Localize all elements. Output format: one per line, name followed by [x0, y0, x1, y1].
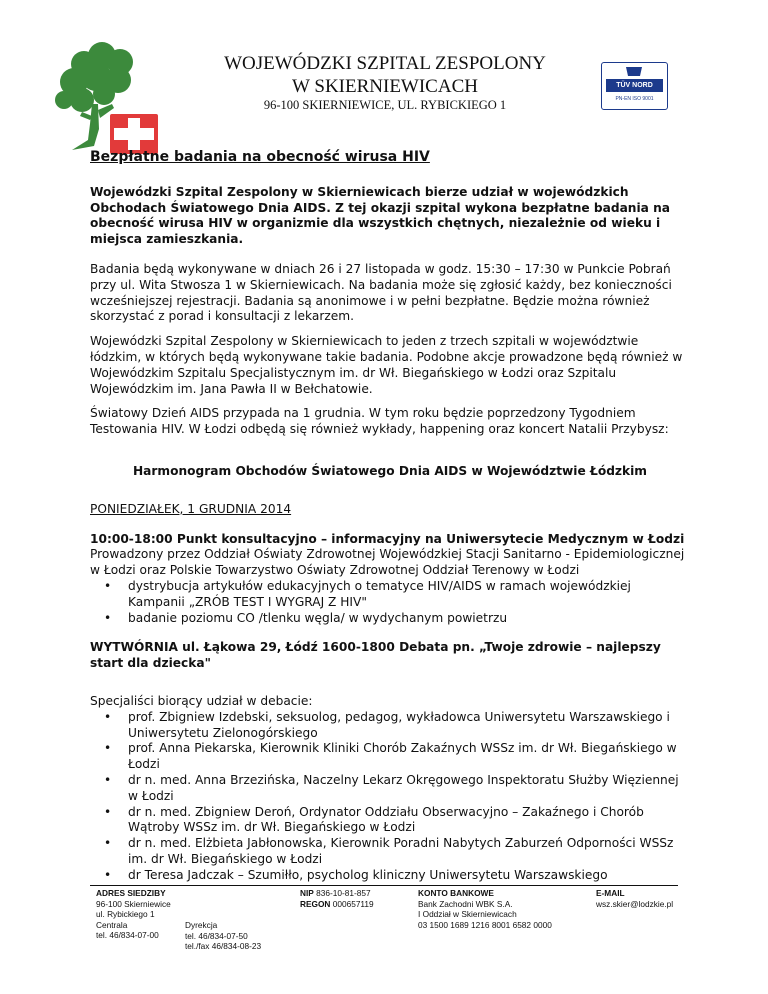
list-item: • prof. Zbigniew Izdebski, seksuolog, pedagog, wykładowca Uniwersytetu Warszawskiego i Uniwersytetu Zielonogórskiego — [104, 709, 670, 740]
email-link[interactable]: wsz.skier@lodzkie.pl — [596, 898, 674, 909]
bullet-icon: • — [104, 867, 112, 882]
hospital-name-line1: WOJEWÓDZKI SZPITAL ZESPOLONY — [224, 53, 546, 74]
footer-seat-label: ADRES SIEDZIBY — [96, 888, 166, 898]
article — [90, 150, 690, 883]
list-item: • dr Teresa Jadczak – Szumiłło, psycholog kliniczny Uniwersytetu Warszawskiego — [104, 867, 608, 882]
footer-bank-label: KONTO BANKOWE — [418, 888, 494, 898]
footer-seat: ADRES SIEDZIBY 96-100 Skierniewice ul. Rybickiego 1 Centrala tel. 46/834-07-00 — [96, 888, 171, 941]
bullet-icon: • — [104, 772, 112, 787]
footer-divider — [90, 885, 678, 886]
experts-list — [90, 710, 690, 884]
experts-intro: Specjaliści biorący udział w debacie: — [90, 693, 313, 708]
event-1-list — [90, 579, 690, 626]
schedule-day: PONIEDZIAŁEK, 1 GRUDNIA 2014 — [90, 501, 292, 516]
event-1-description: Prowadzony przez Oddział Oświaty Zdrowotnej Wojewódzkiej Stacji Sanitarno - Epidemiologicznej w Łodzi oraz Polskie Towarzystwo Oświaty Zdrowotnej Oddział Terenowy w Łodzi — [90, 547, 685, 578]
bullet-icon: • — [104, 610, 112, 625]
list-item: • dr n. med. Zbigniew Deroń, Ordynator Oddziału Obserwacyjno – Zakaźnego i Chorób Wątroby WSSz im. dr Wł. Biegańskiego w Łodzi — [104, 804, 644, 835]
tuv-nord-certificate-icon — [601, 62, 668, 110]
tree-with-red-cross-icon — [52, 34, 162, 158]
certificate-standard: PN-EN ISO 9001 — [615, 96, 654, 102]
certificate-brand: TÜV NORD — [606, 79, 663, 92]
bullet-icon: • — [104, 741, 112, 756]
footer-directorate: Dyrekcja tel. 46/834-07-50 tel./fax 46/834-08-23 — [185, 920, 262, 952]
bullet-icon: • — [104, 578, 112, 593]
article-lead: Wojewódzki Szpital Zespolony w Skierniewicach bierze udział w wojewódzkich Obchodach Światowego Dnia AIDS. Z tej okazji szpital wykona bezpłatne badania na obecność wirusa HIV w organizmie dla wszystkich chętnych, niezależnie od wieku i miejsca zamieszkania. — [90, 184, 671, 247]
event-2-title: WYTWÓRNIA ul. Łąkowa 29, Łódź 1600-1800 Debata pn. „Twoje zdrowie – najlepszy start dla dziecka" — [90, 640, 661, 671]
event-1-title: 10:00-18:00 Punkt konsultacyjno – informacyjny na Uniwersytecie Medycznym w Łodzi — [90, 531, 685, 546]
list-item: • prof. Anna Piekarska, Kierownik Kliniki Chorób Zakaźnych WSSz im. dr Wł. Biegańskiego w Łodzi — [104, 741, 677, 772]
tuv-shield-icon — [624, 66, 644, 77]
bullet-icon: • — [104, 836, 112, 851]
paragraph-aids-day: Światowy Dzień AIDS przypada na 1 grudnia. W tym roku będzie poprzedzony Tygodniem Testowania HIV. W Łodzi odbędą się również wykłady, happening oraz koncert Natalii Przybysz: — [90, 406, 669, 437]
list-item: • dr n. med. Elżbieta Jabłonowska, Kierownik Poradni Nabytych Zaburzeń Odporności WSSz im. dr Wł. Biegańskiego w Łodzi — [104, 836, 674, 866]
bullet-icon: • — [104, 709, 112, 724]
list-item: • dr n. med. Anna Brzezińska, Naczelny Lekarz Okręgowego Inspektoratu Służby Więziennej w Łodzi — [104, 772, 679, 803]
schedule-title: Harmonogram Obchodów Światowego Dnia AIDS w Województwie Łódzkim — [132, 463, 647, 478]
hospital-address: 96-100 SKIERNIEWICE, UL. RYBICKIEGO 1 — [263, 98, 507, 112]
paragraph-dates: Badania będą wykonywane w dniach 26 i 27 listopada w godz. 15:30 – 17:30 w Punkcie Pobrań przy ul. Wita Stwosza 1 w Skierniewicach. Na badania może się zgłosić każdy, bez konieczności wcześniejszej rejestracji. Badania są anonimowe i w pełni bezpłatne. Będzie można również skorzystać z porad i konsultacji z lekarzem. — [90, 261, 672, 324]
list-item: • dystrybucja artykułów edukacyjnych o tematyce HIV/AIDS w ramach wojewódzkiej Kampanii „ZRÓB TEST I WYGRAJ Z HIV" — [104, 578, 631, 609]
footer-email-label: E-MAIL — [596, 888, 625, 898]
footer-email — [596, 888, 673, 909]
list-item: • badanie poziomu CO /tlenku węgla/ w wydychanym powietrzu — [104, 610, 508, 625]
bullet-icon: • — [104, 804, 112, 819]
footer-registry: NIP 836-10-81-857 REGON 000657119 — [300, 888, 374, 909]
article-title: Bezpłatne badania na obecność wirusa HIV — [90, 149, 430, 165]
paragraph-hospitals: Wojewódzki Szpital Zespolony w Skierniewicach to jeden z trzech szpitali w województwie łódzkim, w których będą wykonywane takie badania. Podobne akcje prowadzone będą również w Wojewódzkim Szpitalu Specjalistycznym im. dr Wł. Biegańskiego w Łodzi oraz Szpitalu Wojewódzkim im. Jana Pawła II w Bełchatowie. — [90, 334, 683, 396]
red-cross-icon — [110, 114, 158, 154]
footer-bank: KONTO BANKOWE Bank Zachodni WBK S.A. I Oddział w Skierniewicach 03 1500 1689 1216 8001 6582 0000 — [418, 888, 552, 930]
hospital-name-line2: W SKIERNIEWICACH — [292, 76, 478, 97]
